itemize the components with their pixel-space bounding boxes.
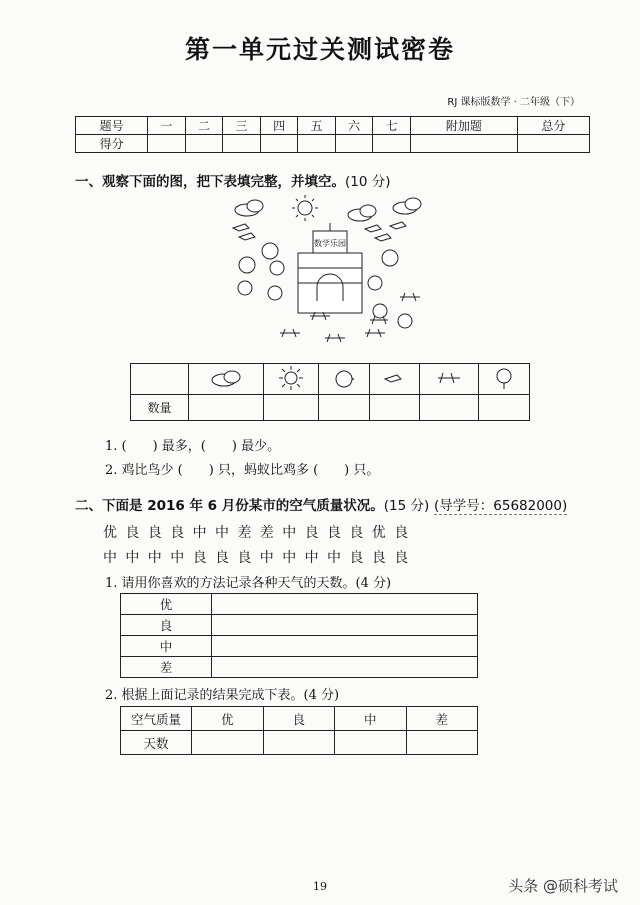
air-quality-row2: 中中中中良良良中中中中良良良 [103, 550, 417, 566]
castle [298, 223, 362, 313]
day-count-table [120, 706, 478, 755]
sun-icon [278, 365, 304, 391]
section2-heading-text: 二、下面是 2016 年 6 月份某市的空气质量状况。 [75, 498, 384, 514]
count-label: 数量 [131, 395, 189, 421]
weather-row [121, 594, 478, 615]
days-row [121, 731, 478, 755]
score-header-cell: 总分 [517, 117, 589, 135]
score-cell[interactable] [411, 135, 518, 153]
count-header-cell: 中 [335, 707, 407, 731]
count-cell[interactable] [189, 395, 264, 421]
sun-header [264, 364, 319, 395]
weather-row [121, 636, 478, 657]
section1-heading-text: 一、观察下面的图，把下表填完整，并填空。 [75, 174, 345, 190]
count-header-row [121, 707, 478, 731]
section2-question2: 2. 根据上面记录的结果完成下表。(4 分) [105, 688, 340, 703]
days-cell[interactable] [406, 731, 478, 755]
score-label: 得分 [76, 135, 148, 153]
weather-record-table [120, 593, 478, 678]
page-title: 第一单元过关测试密卷 [184, 35, 455, 64]
section2-heading [75, 494, 567, 514]
days-cell[interactable] [335, 731, 407, 755]
ant-header [420, 364, 479, 395]
count-cell[interactable] [369, 395, 420, 421]
days-cell[interactable] [192, 731, 264, 755]
score-header-cell: 附加题 [411, 117, 518, 135]
section1-question1: 1. ( ) 最多，( ) 最少。 [105, 439, 281, 454]
cloud-icon [208, 368, 244, 388]
park-picture [225, 193, 435, 353]
page-number: 19 [313, 880, 327, 893]
cloud-header [189, 364, 264, 395]
score-header-cell: 四 [260, 117, 298, 135]
flower-header [479, 364, 530, 395]
score-header-cell: 二 [185, 117, 223, 135]
weather-row [121, 657, 478, 678]
record-cell[interactable] [212, 636, 478, 657]
watermark-brand: 头条 @硕科考试 [508, 877, 618, 895]
count-header-cell: 优 [192, 707, 264, 731]
score-cell[interactable] [185, 135, 223, 153]
days-cell[interactable] [263, 731, 335, 755]
bird-icon [382, 369, 406, 387]
score-header-cell: 六 [335, 117, 373, 135]
air-quality-row1: 优良良良中中差差中良良良优良 [103, 525, 417, 541]
sun-icon [292, 195, 318, 221]
section2-question1: 1. 请用你喜欢的方法记录各种天气的天数。(4 分) [105, 576, 392, 591]
section1-question2: 2. 鸡比鸟少 ( ) 只，蚂蚁比鸡多 ( ) 只。 [105, 463, 380, 478]
weather-label: 优 [121, 594, 212, 615]
count-cell[interactable] [264, 395, 319, 421]
count-cell[interactable] [318, 395, 369, 421]
castle-sign: 数学乐园 [314, 239, 346, 248]
flower-icon [492, 366, 516, 390]
creature-tally-table [130, 363, 530, 421]
weather-label: 良 [121, 615, 212, 636]
score-cell[interactable] [223, 135, 261, 153]
chick-header [318, 364, 369, 395]
score-header-cell: 一 [148, 117, 186, 135]
weather-label: 差 [121, 657, 212, 678]
count-row [131, 395, 530, 421]
guide-number: (导学号：65682000) [434, 498, 568, 514]
score-header-row [76, 117, 590, 135]
section1-heading [75, 170, 391, 190]
section1-points: (10 分) [345, 174, 391, 190]
score-cell[interactable] [373, 135, 411, 153]
count-cell[interactable] [479, 395, 530, 421]
count-cell[interactable] [420, 395, 479, 421]
score-cell[interactable] [335, 135, 373, 153]
score-table [75, 116, 590, 153]
score-cell[interactable] [148, 135, 186, 153]
cloud-icon [235, 198, 421, 221]
weather-row [121, 615, 478, 636]
days-label: 天数 [121, 731, 192, 755]
count-header-cell: 良 [263, 707, 335, 731]
count-header-cell: 差 [406, 707, 478, 731]
score-header-cell: 五 [298, 117, 336, 135]
score-cell[interactable] [260, 135, 298, 153]
ant-icon [435, 368, 463, 388]
record-cell[interactable] [212, 594, 478, 615]
score-cell[interactable] [298, 135, 336, 153]
corner-cell [131, 364, 189, 395]
record-cell[interactable] [212, 615, 478, 636]
weather-label: 中 [121, 636, 212, 657]
record-cell[interactable] [212, 657, 478, 678]
count-header-cell: 空气质量 [121, 707, 192, 731]
score-header-cell: 三 [223, 117, 261, 135]
edition-subtitle: RJ 课标版数学 · 二年级（下） [447, 97, 580, 108]
score-header-cell: 七 [373, 117, 411, 135]
score-row [76, 135, 590, 153]
chick-icon [332, 367, 356, 389]
score-cell[interactable] [517, 135, 589, 153]
section2-points: (15 分) [383, 498, 430, 514]
score-header-cell: 题号 [76, 117, 148, 135]
icon-row [131, 364, 530, 395]
bird-header [369, 364, 420, 395]
